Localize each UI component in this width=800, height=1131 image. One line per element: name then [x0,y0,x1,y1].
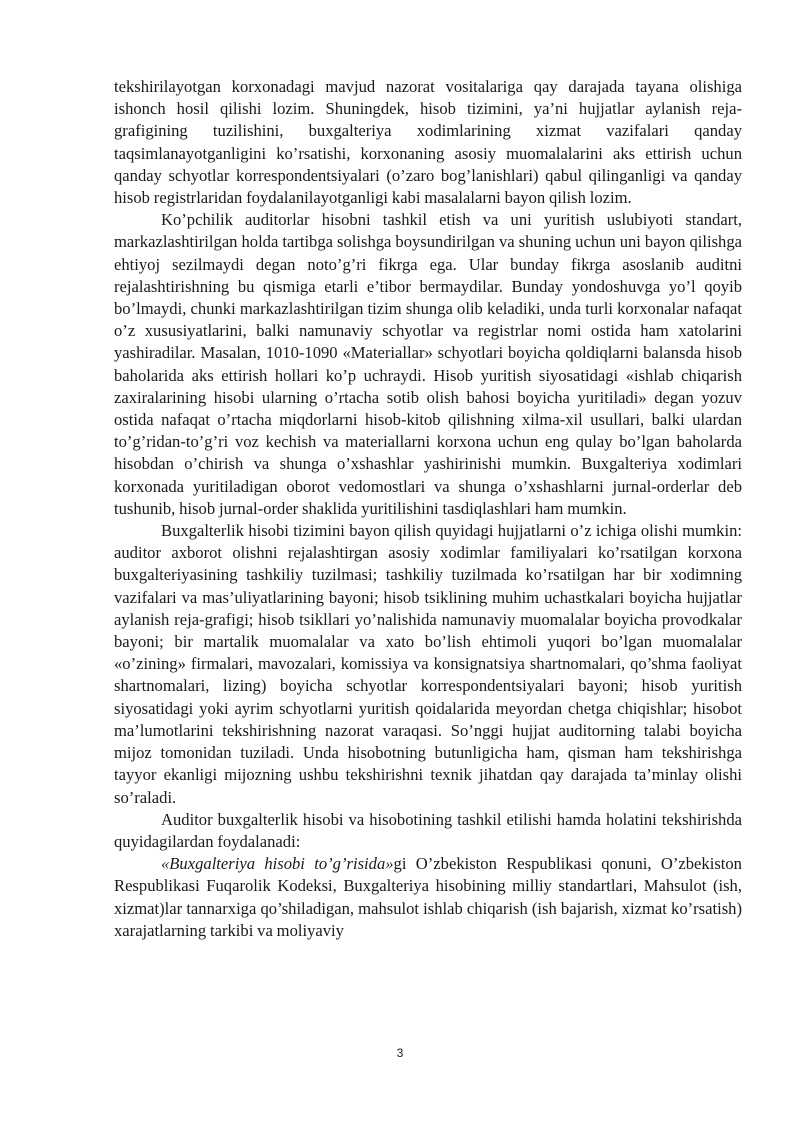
paragraph-5 [114,853,742,942]
law-title-italic: «Buxgalteriya hisobi to’g’risida» [161,854,394,874]
page-number: 3 [396,1046,404,1060]
paragraph-1: tekshirilayotgan korxonadagi mavjud nazorat vositalariga qay darajada tayana olishiga ishonch hosil qilishi lozim. Shuningdek, hisob tizimini, ya’ni hujjatlar aylanish reja-grafigining tuzilishini, buxgalteriya xodimlarining xizmat vazifalari qanday taqsimlanayotganligini ko’rsatishi, korxonaning asosiy muomalalarini aks ettirish uchun qanday schyotlar korrespondentsiyalari (o’zaro bog’lanishlari) qabul qilinganligi va qanday hisob registrlaridan foydalanilayotganligi kabi masalalarni bayon qilish lozim. [114,77,742,208]
paragraph-3: Buxgalterlik hisobi tizimini bayon qilish quyidagi hujjatlarni o’z ichiga olishi mumkin: auditor axborot olishni rejalashtirgan asosiy xodimlar familiyalari ko’rsatilgan korxona buxgalteriyasining tashkiliy tuzilmasi; tashkiliy tuzilmada ko’rsatilgan har bir xodimning vazifalari va mas’uliyatlarining bayoni; hisob tsiklining muhim uchastkalari boyicha hujjatlar aylanish reja-grafigi; hisob tsikllari yo’nalishida namunaviy muomalalar boyicha provodkalar bayoni; bir martalik muomalalar va xato bo’lish ehtimoli yuqori bo’lgan muomalalar «o’zining» firmalari, mavozalari, komissiya va konsignatsiya shartnomalari, qo’shma faoliyat shartnomalari, lizing) boyicha schyotlar korrespondentsiyalari bayoni; hisob yuritish siyosatidagi yoki ayrim schyotlarni yuritish qoidalarida meyordan chetga chiqishlar; hisobot ma’lumotlarini tekshirishning nazorat varaqasi. So’nggi hujjat auditorning talabi boyicha mijoz tomonidan tuziladi. Unda hisobotning butunligicha ham, qisman ham tekshirishga tayyor ekanligi mijozning ushbu tekshirishni texnik jihatdan qay darajada ta’minlay olishi so’raladi. [114,521,742,807]
paragraph-5-text: gi O’zbekiston Respublikasi qonuni, O’zbekiston Respublikasi Fuqarolik Kodeksi, Buxgalteriya hisobining milliy standartlari, Mahsulot (ish, xizmat)lar tannarxiga qo’shiladigan, mahsulot ishlab chiqarish (ish bajarish, xizmat ko’rsatish) xarajatlarning tarkibi va moliyaviy [114,854,742,940]
paragraph-2: Ko’pchilik auditorlar hisobni tashkil etish va uni yuritish uslubiyoti standart, markazlashtirilgan holda tartibga solishga boysundirilgan va shuning uchun uni bayon qilishga ehtiyoj sezilmaydi degan noto’g’ri fikrga ega. Ular bunday fikrga asoslanib auditni rejalashtirishning bu qismiga etarli e’tibor bermaydilar. Bunday yondoshuvga yo’l qoyib bo’lmaydi, chunki markazlashtirilgan tizim shunga olib keladiki, unda turli korxonalar nafaqat o’z xususiyatlarini, balki namunaviy schyotlar va registrlar nomi ostida ham xatolarini yashiradilar. Masalan, 1010-1090 «Materiallar» schyotlari boyicha qoldiqlarni balansda hisob baholarida aks ettirish hollari ko’p uchraydi. Hisob yuritish siyosatidagi «ishlab chiqarish zaxiralarining hisobi ularning o’rtacha sotib olish bahosi boyicha yuritiladi» degan yozuv ostida nafaqat o’rtacha miqdorlarni hisob-kitob qilishning xilma-xil usullari, balki ulardan to’g’ridan-to’g’ri voz kechish va materiallarni korxona uchun eng qulay bo’lgan baholarda hisobdan o’chirish va shunga o’xshashlar yashirinishi mumkin. Buxgalteriya xodimlari korxonada yuritiladigan oborot vedomostlari va shunga o’xshashlarni jurnal-orderlar deb tushunib, hisob jurnal-order shaklida yuritilishini tasdiqlashlari ham mumkin. [114,210,742,518]
document-body [114,76,742,942]
paragraph-4: Auditor buxgalterlik hisobi va hisobotining tashkil etilishi hamda holatini tekshirishda quyidagilardan foydalanadi: [114,809,742,851]
